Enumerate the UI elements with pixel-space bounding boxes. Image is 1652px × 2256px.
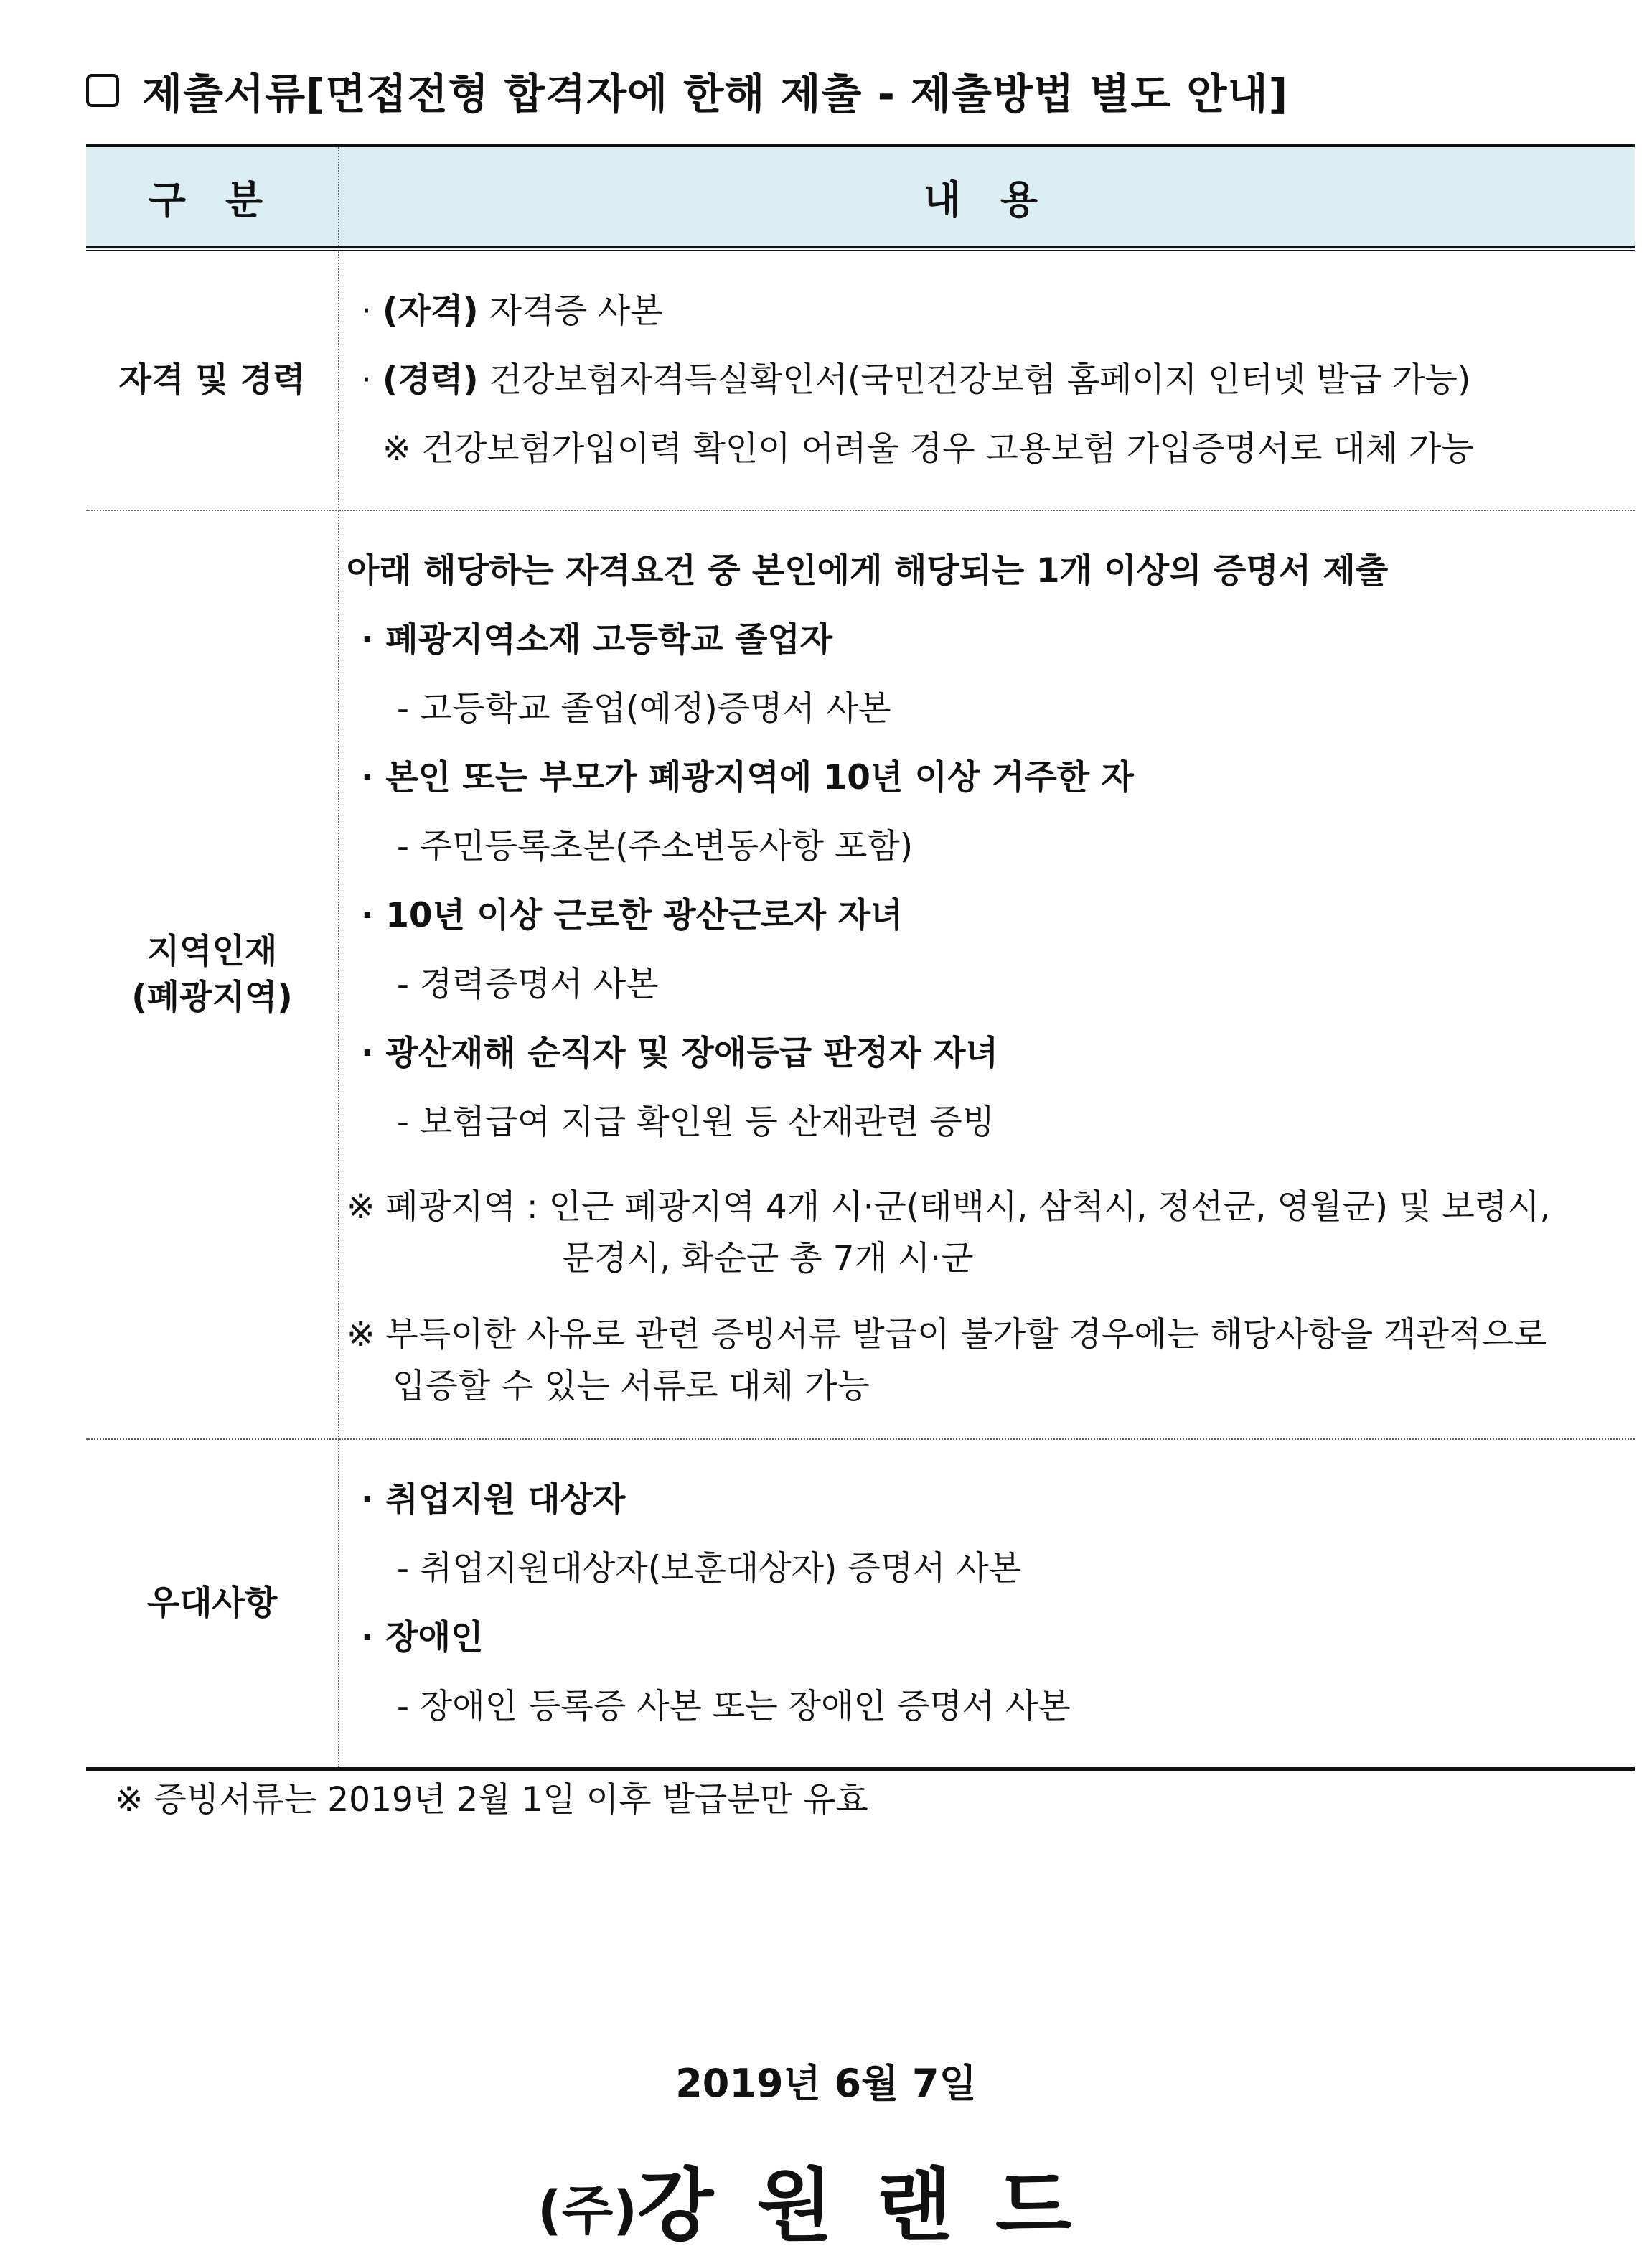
category-cell: 자격 및 경력 [86,249,339,511]
content-intro: 아래 해당하는 자격요건 중 본인에게 해당되는 1개 이상의 증명서 제출 [347,551,1389,591]
header-category: 구 분 [86,146,339,249]
section-title: 제출서류[면접전형 합격자에 한해 제출 - 제출방법 별도 안내] [142,70,1289,118]
item-title: · 광산재해 순직자 및 장애등급 판정자 자녀 [361,1034,998,1073]
item-sub: - 보험급여 지급 확인원 등 산재관련 증빙 [397,1103,995,1142]
company-name [0,2143,1652,2256]
footnote: ※ 증빙서류는 2019년 2월 1일 이후 발급분만 유효 [115,1780,868,1820]
table-row-regional [86,510,1635,1439]
checkbox-icon [86,74,119,107]
content-note: ※ 부득이한 사유로 관련 증빙서류 발급이 불가할 경우에는 해당사항을 객관적으로 입증할 수 있는 서류로 대체 가능 [347,1315,1547,1406]
item-sub: - 경력증명서 사본 [397,965,659,1004]
item-title: · 취업지원 대상자 [361,1480,626,1520]
content-note: ※ 폐광지역 : 인근 폐광지역 4개 시·군(태백시, 삼척시, 정선군, 영월군) 및 보령시, 문경시, 화순군 총 7개 시·군 [347,1187,1551,1278]
content-cell [339,1439,1635,1769]
item-sub: - 장애인 등록증 사본 또는 장애인 증명서 사본 [397,1687,1071,1726]
item-title: · 10년 이상 근로한 광산근로자 자녀 [361,896,904,935]
company-label: 강원랜드 [637,2160,1115,2252]
content-cell [339,510,1635,1439]
documents-table [86,144,1635,1771]
table-row-qualification [86,249,1635,511]
section-title-row [86,62,1288,119]
item-sub: - 고등학교 졸업(예정)증명서 사본 [397,689,891,729]
content-cell [339,249,1635,511]
item-sub: - 취업지원대상자(보훈대상자) 증명서 사본 [397,1549,1022,1588]
content-note: ※ 건강보험가입이력 확인이 어려울 경우 고용보험 가입증명서로 대체 가능 [383,429,1474,469]
table-header-row [86,146,1635,249]
content-line: · (자격) 자격증 사본 [361,291,663,331]
table-row-preference [86,1439,1635,1769]
item-title: · 폐광지역소재 고등학교 졸업자 [361,620,833,660]
category-cell: 지역인재 (폐광지역) [86,510,339,1439]
company-prefix: (주) [537,2180,638,2242]
content-line: · (경력) 건강보험자격득실확인서(국민건강보험 홈페이지 인터넷 발급 가능) [361,360,1471,400]
document-date: 2019년 6월 7일 [675,2061,977,2106]
item-sub: - 주민등록초본(주소변동사항 포함) [397,827,914,866]
item-title: · 장애인 [361,1618,484,1657]
category-cell: 우대사항 [86,1439,339,1769]
item-title: · 본인 또는 부모가 폐광지역에 10년 이상 거주한 자 [361,758,1134,797]
header-content: 내 용 [339,146,1635,249]
